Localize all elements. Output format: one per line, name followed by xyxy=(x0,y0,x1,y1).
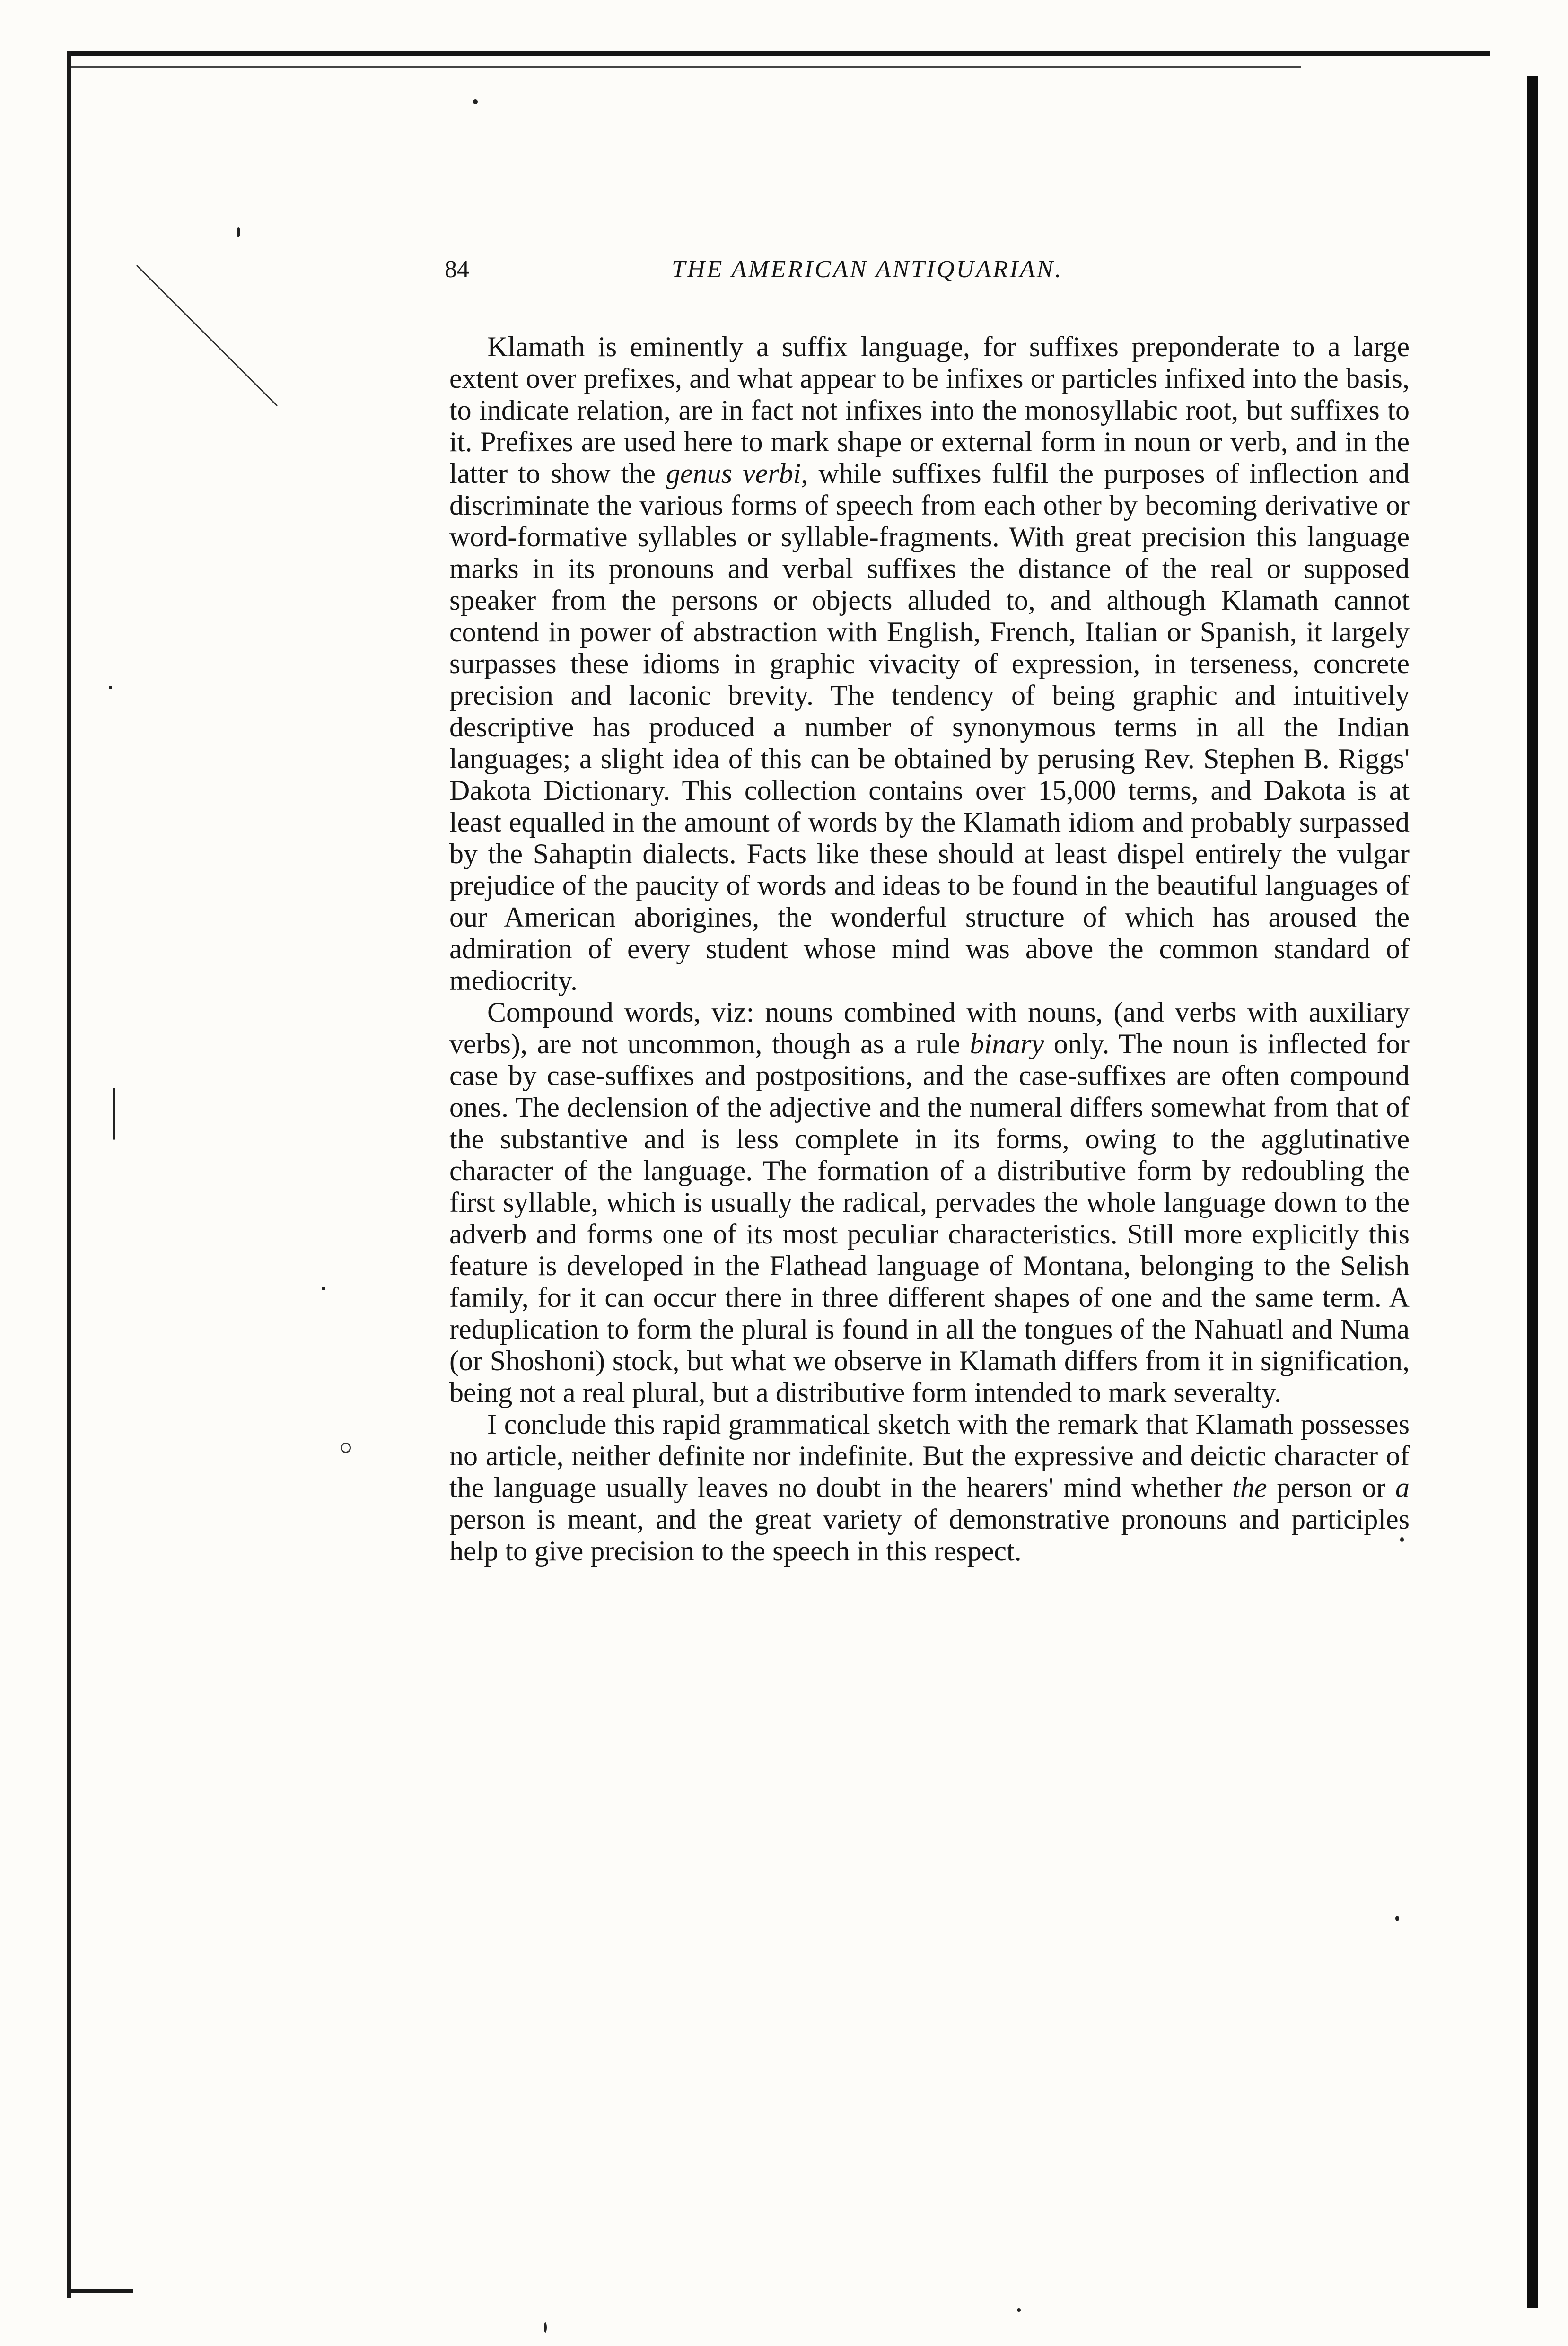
italic-term: a xyxy=(1395,1472,1410,1503)
text-run: I conclude this rapid grammatical sketch with the remark that Klamath possesses no article, neither definite nor indefinite. But the expressive and deictic character of the language usually leaves no doubt in the hearers' mind whether xyxy=(449,1409,1410,1503)
scan-artifact-line xyxy=(136,265,278,406)
text-run: person or xyxy=(1267,1472,1395,1503)
ink-speck xyxy=(109,686,112,689)
text-run: person is meant, and the great variety of demonstrative pronouns and participles help to give precision to the speech in this respect. xyxy=(449,1504,1410,1567)
page-edge-top xyxy=(71,51,1490,56)
ink-speck xyxy=(1395,1916,1399,1921)
ink-speck xyxy=(237,227,240,237)
italic-term: genus verbi xyxy=(666,458,801,489)
text-run: Compound words, viz: nouns combined with nouns, (and verbs with auxiliary verbs), are not uncommon, though as a rule xyxy=(449,997,1410,1059)
ink-speck xyxy=(322,1287,325,1290)
text-run: , while suffixes fulfil the purposes of inflection and discriminate the various forms of speech from each other by becoming derivative or word-formative syllables or syllable-fragments. With great precision this language marks in its pronouns and verbal suffixes the distance of the real or supposed speaker from the persons or objects alluded to, and although Klamath cannot contend in power of abstraction with English, French, Italian or Spanish, it largely surpasses these idioms in graphic vivacity of expression, in terseness, concrete precision and laconic brevity. The tendency of being graphic and intuitively descriptive has produced a number of synonymous terms in all the Indian languages; a slight idea of this can be obtained by perusing Rev. Stephen B. Riggs' Dakota Dictionary. This collection contains over 15,000 terms, and Dakota is at least equalled in the amount of words by the Klamath idiom and probably surpassed by the Sahaptin dialects. Facts like these should at least dispel entirely the vulgar prejudice of the paucity of words and ideas to be found in the beautiful languages of our American aborigines, the wonderful structure of which has aroused the admiration of every student whose mind was above the common standard of mediocrity. xyxy=(449,458,1410,996)
ink-speck xyxy=(1017,2308,1021,2312)
ink-speck xyxy=(341,1443,351,1453)
italic-term: binary xyxy=(970,1028,1044,1059)
page-number: 84 xyxy=(445,256,469,283)
journal-title: THE AMERICAN ANTIQUARIAN. xyxy=(672,256,1063,283)
ink-speck xyxy=(473,99,478,104)
italic-term: the xyxy=(1232,1472,1267,1503)
page-edge-bottom xyxy=(67,2289,133,2293)
text-run: only. The noun is inflected for case by case-suffixes and postpositions, and the case-suffixes are often compound ones. The declension of the adjective and the numeral differs somewhat from that of the substantive and is less complete in its forms, owing to the agglutinative character of the language. The formation of a distributive form by redoubling the first syllable, which is usually the radical, pervades the whole language down to the adverb and forms one of its most peculiar characteristics. Still more explicitly this feature is developed in the Flathead language of Montana, belonging to the Selish family, for it can occur there in three different shapes of one and the same term. A reduplication to form the plural is found in all the tongues of the Nahuatl and Numa (or Shoshoni) stock, but what we observe in Klamath differs from it in signification, being not a real plural, but a distributive form intended to mark severalty. xyxy=(449,1028,1410,1408)
running-head xyxy=(445,255,1220,293)
page-edge-right xyxy=(1527,76,1538,2308)
page-edge-left xyxy=(67,51,71,2298)
text-run: Klamath is eminently a suffix language, for suffixes preponderate to a large extent over prefixes, and what appear to be infixes or particles infixed into the basis, to indicate relation, are in fact not infixes into the monosyllabic root, but suffixes to it. Prefixes are used here to mark shape or external form in noun or verb, and in the latter to show the xyxy=(449,331,1410,489)
ink-speck xyxy=(113,1088,115,1140)
article-body xyxy=(449,331,1410,1567)
paragraph-conclusion xyxy=(449,1409,1410,1567)
ink-speck xyxy=(544,2322,547,2333)
paragraph-compound-words xyxy=(449,997,1410,1409)
page-edge-rule xyxy=(71,66,1301,68)
paragraph-suffix-language xyxy=(449,331,1410,997)
